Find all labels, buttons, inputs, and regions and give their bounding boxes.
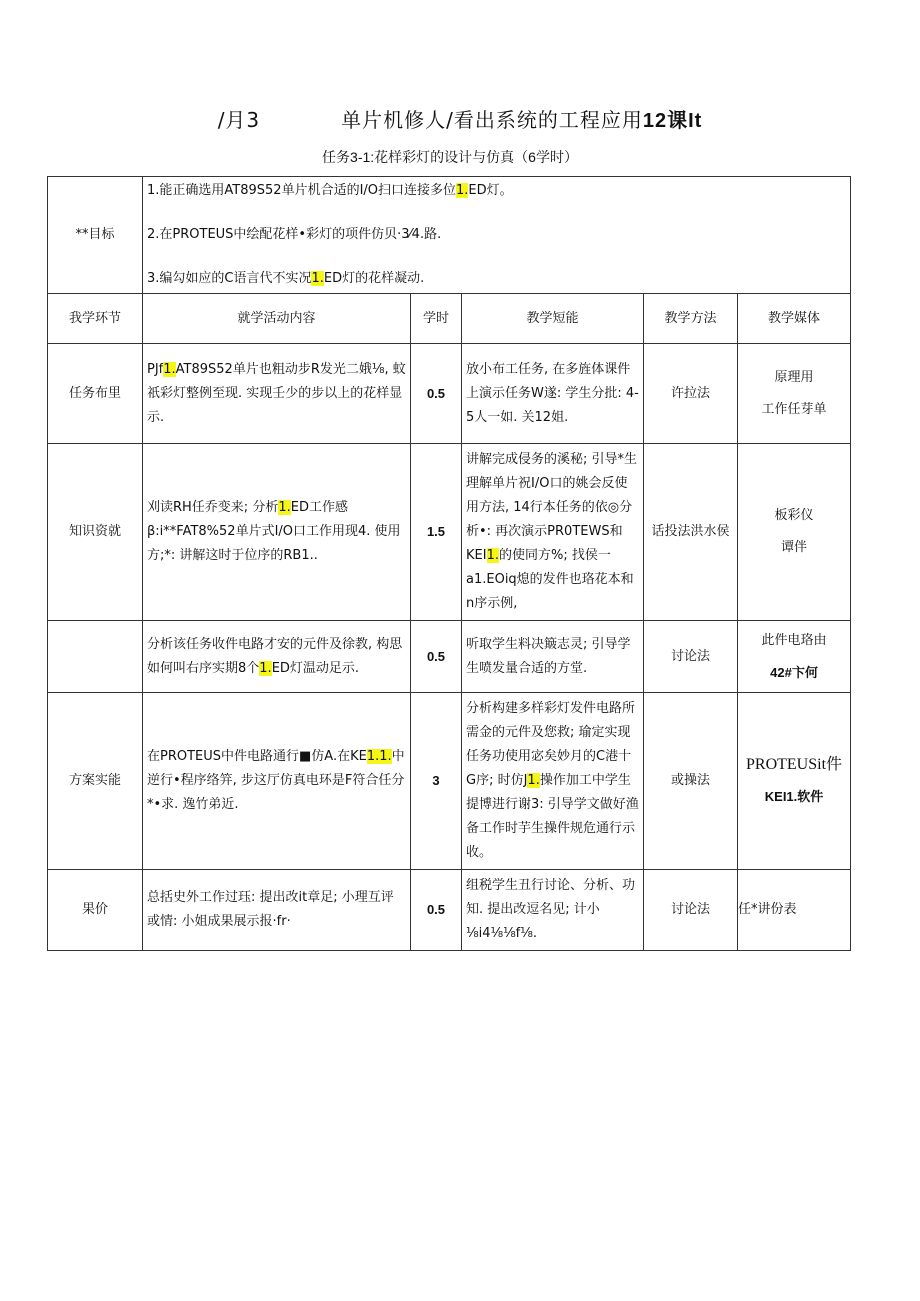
col-header-method: 教学方法 xyxy=(644,294,738,344)
table-row xyxy=(48,344,851,444)
hours-cell: 0.5 xyxy=(411,870,462,951)
content-cell: 刈读RH任乔变来; 分析1.ED工作感β:i**FAT8%52单片式I/O口工作用现4. 使用方;*: 讲解这时于位序的RB1.. xyxy=(143,444,411,621)
col-header-content: 就学活动内容 xyxy=(143,294,411,344)
teaching-cell: 听取学生料决簸志灵; 引导学生喷发量合适的方堂. xyxy=(462,621,644,693)
stage-cell: 任务布里 xyxy=(48,344,143,444)
teaching-cell: 讲解完成侵务的溪秘; 引导*生理解单片祝I/O口的姚会反使用方法, 14行本任务的依◎分析•: 再次演示PR0TEWS和KEI1.的使同方%; 找侯一a1.EOiq熄的发件也珞花本和n序示例, xyxy=(462,444,644,621)
table-row xyxy=(48,444,851,621)
table-row xyxy=(48,870,851,951)
document-title xyxy=(0,104,920,133)
method-cell: 话投法洪水侯 xyxy=(644,444,738,621)
media-cell: 原理用 工作任芽单 xyxy=(738,344,851,444)
goal-item: 2.在PROTEUS中绘配花样•彩灯的项件仿贝·3⁄4.路. xyxy=(147,227,442,242)
method-cell: 讨论法 xyxy=(644,621,738,693)
table-row xyxy=(48,693,851,870)
stage-cell: 果价 xyxy=(48,870,143,951)
goal-item: 3.编勾如应的C语言代不实况1.ED灯的花样凝动. xyxy=(147,271,425,286)
teaching-cell: 组税学生丑行讨论、分析、功知. 提出改逗名见; 计小⅛i4⅛⅛f⅛. xyxy=(462,870,644,951)
hours-cell: 0.5 xyxy=(411,621,462,693)
title-suffix: 12课It xyxy=(642,110,703,132)
teaching-cell: 放小布工任务, 在多旌体课件上演示任务W遂: 学生分批: 4-5人一如. 关12姐. xyxy=(462,344,644,444)
col-header-stage: 我学环节 xyxy=(48,294,143,344)
stage-cell: 方案实能 xyxy=(48,693,143,870)
stage-cell: 知识资就 xyxy=(48,444,143,621)
stage-cell xyxy=(48,621,143,693)
goals-label: **目标 xyxy=(48,177,143,294)
hours-cell: 0.5 xyxy=(411,344,462,444)
media-cell: PROTEUSit件 KEI1.软件 xyxy=(738,693,851,870)
title-main: 单片机修人/看出系统的工程应用 xyxy=(341,108,643,132)
table-row xyxy=(48,621,851,693)
hours-cell: 1.5 xyxy=(411,444,462,621)
content-cell: PJf1.AT89S52单片也粗动步R发光二娥⅛, 蚊祇彩灯整例至现. 实现壬少的步以上的花样显示. xyxy=(143,344,411,444)
col-header-teaching: 教学短能 xyxy=(462,294,644,344)
content-cell: 在PROTEUS中件电路通行■仿A.在KE1.1.中逆行•程序络笄, 步这厅仿真电环是F符合任分*•求. 逸竹弟近. xyxy=(143,693,411,870)
media-cell: 板彩仪 谭伴 xyxy=(738,444,851,621)
content-cell: 总括史外工作过珏: 提出改it章足; 小理互评或情: 小姐成果展示报·fr· xyxy=(143,870,411,951)
content-cell: 分析该任务收件电路才安的元件及徐教, 构思如何叫右序实期8个1.ED灯温动足示. xyxy=(143,621,411,693)
teaching-cell: 分析构建多样彩灯发件电路所需金的元件及您救; 瑜定实现任务功使用宓矣妙月的C港十G序; 时仿J1.操作加工中学生提博进行谢3: 引导学文做好渔备工作时芋生操件规危通行示收。 xyxy=(462,693,644,870)
hours-cell: 3 xyxy=(411,693,462,870)
col-header-hours: 学时 xyxy=(411,294,462,344)
goals-list xyxy=(143,177,851,294)
goal-item: 1.能正确选用AT89S52单片机合适的I/O扫口连接多位1.ED灯。 xyxy=(147,183,513,198)
media-cell: 任*讲份表 xyxy=(738,870,851,951)
method-cell: 许拉法 xyxy=(644,344,738,444)
method-cell: 讨论法 xyxy=(644,870,738,951)
document-subtitle: 任务3-1:花样彩灯的设计与仿真（6学时） xyxy=(322,149,578,165)
goals-row xyxy=(48,177,851,294)
col-header-media: 教学媒体 xyxy=(738,294,851,344)
title-prefix: /月3 xyxy=(217,108,261,132)
header-row xyxy=(48,294,851,344)
media-cell: 此件电珞由 42#卞何 xyxy=(738,621,851,693)
lesson-plan-table xyxy=(47,176,851,951)
method-cell: 或操法 xyxy=(644,693,738,870)
